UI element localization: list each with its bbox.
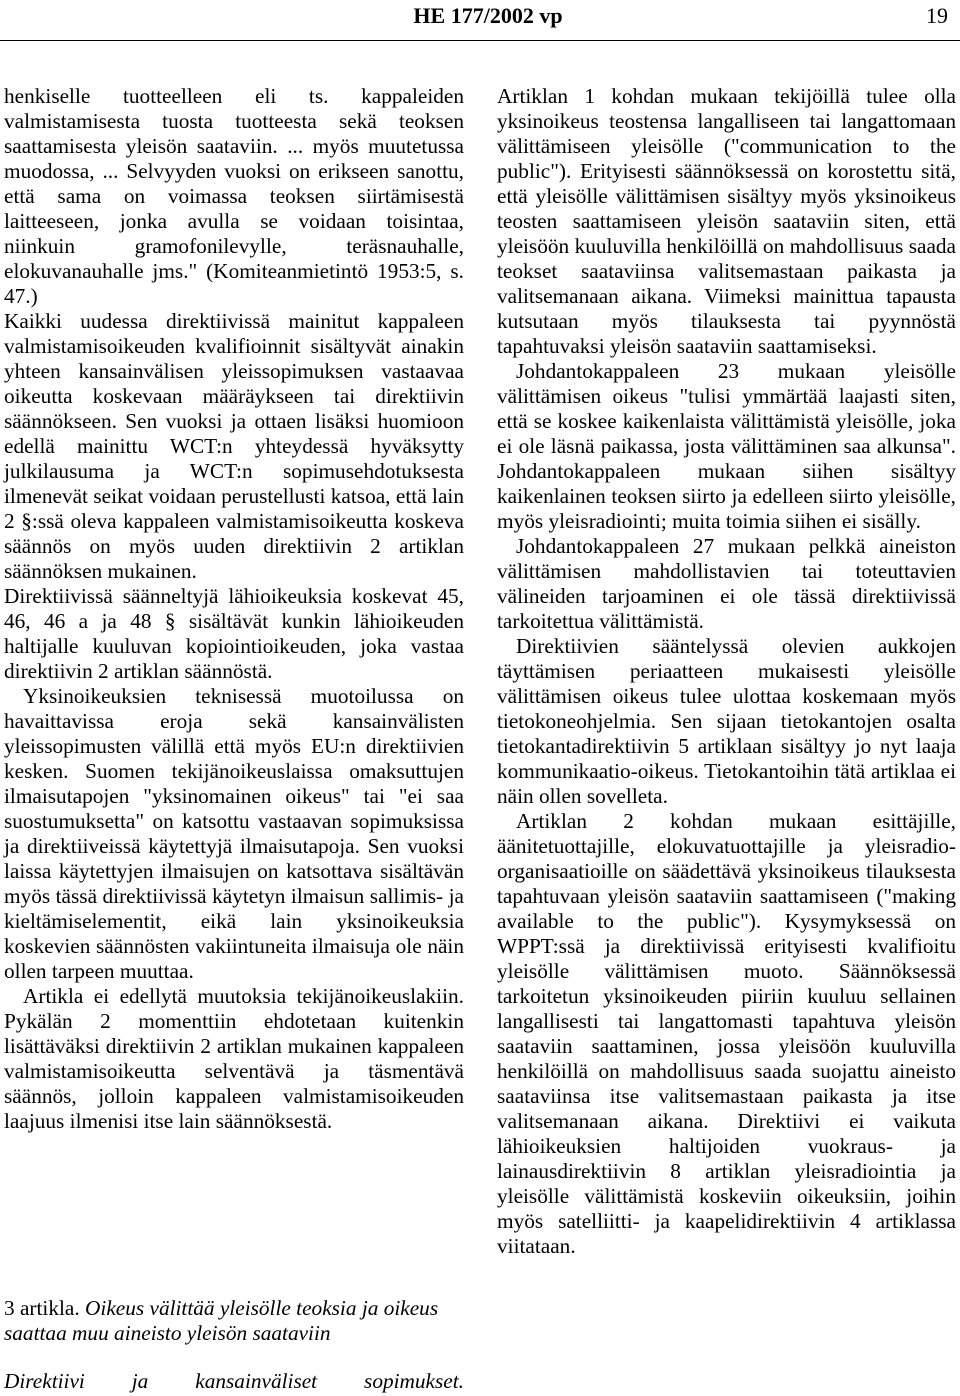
paragraph: Artiklan 2 kohdan mukaan esittäjille, äänitetuottajille, elokuvatuottajille ja yleisradio-organisaatioille on säädettävä yksinoikeus tilauksesta tapahtuvaan yleisön saataviin saattamiseen ("making available to the public"). Kysymyksessä on WPPT:ssä ja direktiivissä erityisesti kvalifioitu yleisölle välittämisen muoto. Säännöksessä tarkoitetun yksinoikeuden piiriin kuuluu sellainen langallisesti tai langattomasti tapahtuva yleisön saataviin saattaminen, jossa yleisöön kuuluvilla henkilöillä on mahdollisuus saada suojattu aineisto saataviinsa itse valitsemastaan paikasta ja itse valitsemanaan aikana. Direktiivi ei vaikuta lähioikeuksien haltijoiden vuokraus- ja lainausdirektiivin 8 artiklan yleisradiointia ja yleisölle välittämistä koskeviin oikeuksiin, joihin myös satelliitti- ja kaapelidirektiivin 4 artiklassa viitataan. — [497, 809, 956, 1258]
paragraph: Johdantokappaleen 23 mukaan yleisölle välittämisen oikeus "tulisi ymmärtää laajasti siten, että se koskee kaikenlaista välittämistä yleisölle, joka ei ole läsnä paikassa, josta välittäminen saa alkunsa". Johdantokappaleen mukaan siihen sisältyy kaikenlainen teoksen siirto ja edelleen siirto yleisölle, myös yleisradiointi; muita toimia siihen ei sisälly. — [497, 359, 956, 533]
article-number: 3 artikla. — [4, 1296, 80, 1320]
header-rule — [0, 40, 960, 41]
article-title: Oikeus välittää yleisölle teoksia ja oikeus saattaa muu aineisto yleisön saataviin — [4, 1296, 439, 1345]
paragraph: Artikla ei edellytä muutoksia tekijänoikeuslakiin. Pykälän 2 momenttiin ehdotetaan kuitenkin lisättäväksi direktiivin 2 artiklan mukainen kappaleen valmistamisoikeutta selventävä ja täsmentävä säännös, jolloin kappaleen valmistamisoikeuden laajuus ilmenisi itse lain säännöksestä. — [4, 984, 464, 1133]
paragraph: Kaikki uudessa direktiivissä mainitut kappaleen valmistamisoikeuden kvalifioinnit sisältyvät ainakin yhteen kansainvälisen yleissopimuksen vastaavaa oikeutta koskevaan määräykseen tai direktiivin säännökseen. Sen vuoksi ja ottaen lisäksi huomioon edellä mainittu WCT:n yhteydessä hyväksytty julkilausuma ja WCT:n sopimusehdotuksesta ilmenevät seikat voidaan perustellusti katsoa, että lain 2 §:ssä oleva kappaleen valmistamisoikeutta koskeva säännös on myös uuden direktiivin 2 artiklan säännöksen mukainen. — [4, 309, 464, 583]
paragraph: Johdantokappaleen 27 mukaan pelkkä aineiston välittämisen mahdollistavien tai toteuttavien välineiden tarjoaminen ei ole tässä direktiivissä tarkoitettua välittämistä. — [497, 534, 956, 633]
paragraph: Direktiivissä säänneltyjä lähioikeuksia koskevat 45, 46, 46 a ja 48 § sisältävät kunkin lähioikeuden haltijalle kuuluvan kopiointioikeuden, joka vastaa direktiivin 2 artiklan säännöstä. — [4, 584, 464, 683]
left-column — [4, 84, 464, 1134]
subsection-heading: Direktiivi ja kansainväliset sopimukset. — [4, 1369, 464, 1393]
article-heading — [4, 1296, 464, 1346]
page-number: 19 — [926, 3, 948, 28]
document-id: HE 177/2002 vp — [413, 3, 563, 28]
paragraph: Yksinoikeuksien teknisessä muotoilussa on havaittavissa eroja sekä kansainvälisten yleissopimusten välillä että myös EU:n direktiivien kesken. Suomen tekijänoikeuslaissa omaksuttujen ilmaisutapojen "yksinomainen oikeus" tai "ei saa suostumuksetta" on katsottu vastaavan sopimuksissa ja direktiiveissä käytettyjä ilmaisutapoja. Sen vuoksi laissa käytettyjen ilmaisujen on katsottava sisältävän myös tässä direktiivissä käytetyn ilmaisun sallimis- ja kieltämiselementit, eikä lain yksinoikeuksia koskevien säännösten vakiintuneita ilmaisuja ole näin ollen tarpeen muuttaa. — [4, 684, 464, 983]
paragraph: Artiklan 1 kohdan mukaan tekijöillä tulee olla yksinoikeus teostensa langalliseen tai langattomaan välittämiseen yleisölle ("communication to the public"). Erityisesti säännöksessä on korostettu sitä, että yleisölle välittämisen sisältyy myös yksinoikeus teosten saattamiseen yleisön saataviin siten, että yleisöön kuuluvilla henkilöillä on mahdollisuus saada teokset saataviinsa valitsemastaan paikasta ja valitsemanaan aikana. Viimeksi mainittua tapausta kutsutaan myös tilauksesta tai pyynnöstä tapahtuvaksi yleisön saataviin saattamiseksi. — [497, 84, 956, 358]
paragraph: Direktiivien sääntelyssä olevien aukkojen täyttämisen periaatteen mukaisesti yleisölle välittämisen oikeus tulee ulottaa koskemaan myös tietokoneohjelmia. Sen sijaan tietokantojen osalta tietokantadirektiivin 5 artiklaan sisältyy jo nyt laaja kommunikaatio-oikeus. Tietokantoihin tätä artiklaa ei näin ollen sovelleta. — [497, 634, 956, 808]
paragraph: henkiselle tuotteelleen eli ts. kappaleiden valmistamisesta tuosta tuotteesta sekä teoksen saattamisesta yleisön saataviin. ... myös muutetussa muodossa, ... Selvyyden vuoksi on erikseen sanottu, että sama on voimassa teoksen siirtämisestä laitteeseen, jonka avulla se voidaan toisintaa, niinkuin gramofonilevylle, teräsnauhalle, elokuvanauhalle jms." (Komiteanmietintö 1953:5, s. 47.) — [4, 84, 464, 308]
right-column — [497, 84, 956, 1259]
